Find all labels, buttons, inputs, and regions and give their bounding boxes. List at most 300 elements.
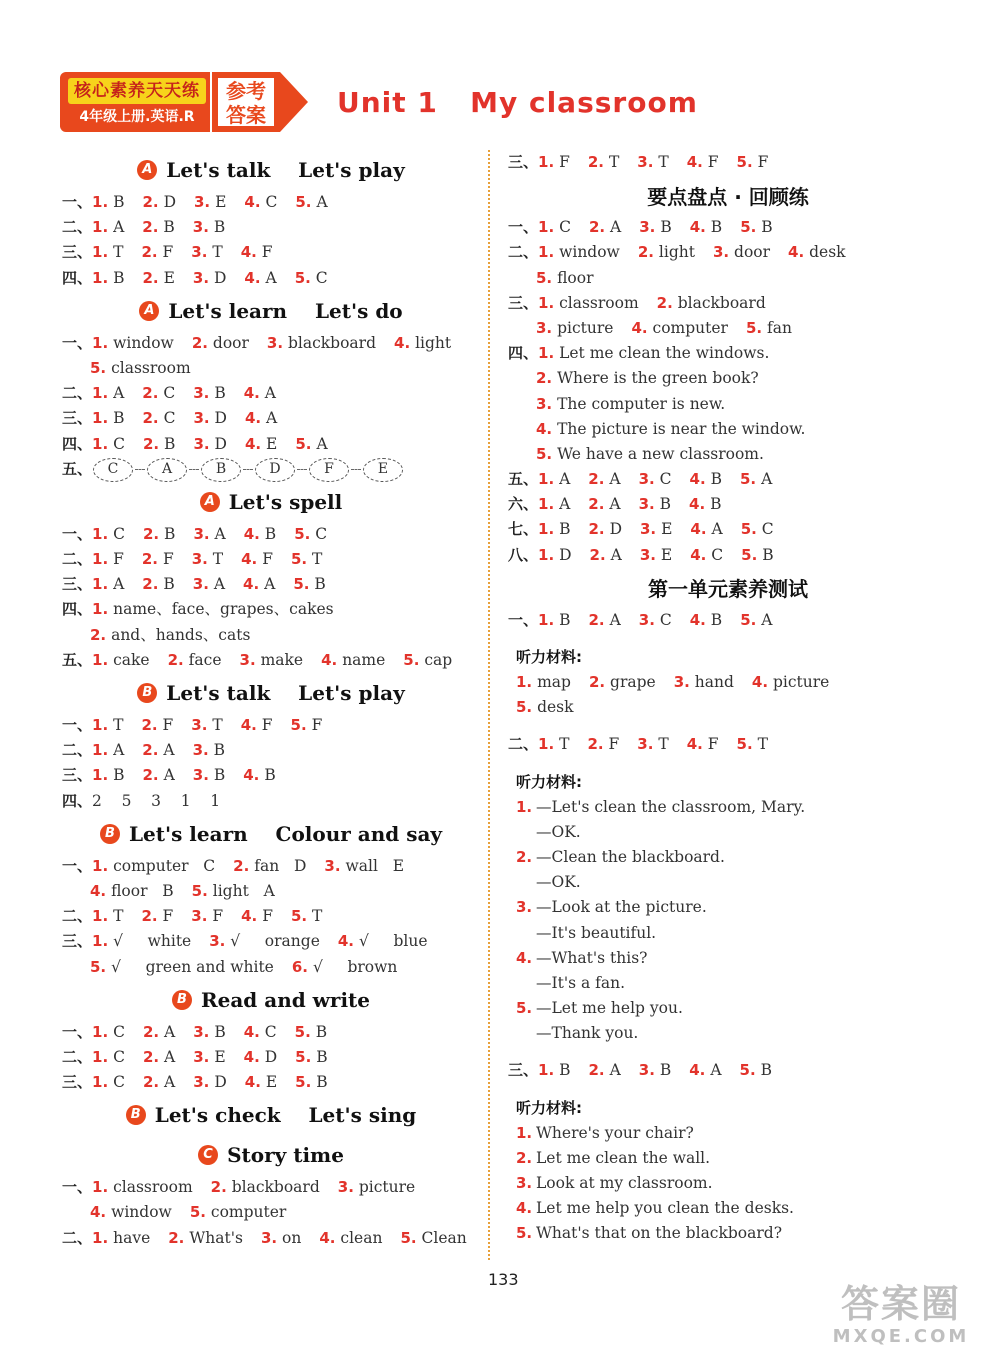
answer-item bbox=[690, 546, 723, 564]
item-answer: B bbox=[164, 524, 176, 543]
item-number: 1. bbox=[92, 409, 109, 428]
answer-row bbox=[508, 467, 948, 492]
answer-item bbox=[142, 269, 174, 287]
item-answer: C bbox=[315, 524, 328, 543]
answer-item bbox=[193, 269, 227, 287]
item-answer: wall E bbox=[345, 856, 405, 875]
answer-group bbox=[62, 1226, 480, 1251]
item-answer: √ white bbox=[113, 932, 192, 951]
item-number: 3. bbox=[639, 545, 656, 564]
answer-item bbox=[244, 1023, 277, 1041]
item-number: 3. bbox=[640, 520, 657, 539]
answer-item bbox=[244, 384, 276, 402]
item-number: 5. bbox=[290, 550, 308, 569]
item-number: 4. bbox=[244, 268, 261, 287]
item-answer: T bbox=[113, 243, 124, 262]
item-answer: B bbox=[660, 218, 672, 237]
item-number: 1. bbox=[538, 470, 555, 489]
answer-item bbox=[516, 698, 574, 716]
answer-item bbox=[324, 857, 404, 875]
item-answer: computer C bbox=[113, 856, 216, 875]
item-number: 5. bbox=[741, 545, 758, 564]
part-badge-icon: B bbox=[137, 683, 157, 703]
item-number: 5. bbox=[294, 1022, 311, 1041]
item-answer: B bbox=[163, 218, 175, 237]
answer-item bbox=[241, 243, 273, 261]
answer-item bbox=[168, 1229, 243, 1247]
answer-item bbox=[243, 575, 275, 593]
answer-item bbox=[394, 334, 451, 352]
answer-item bbox=[588, 1061, 620, 1079]
answer-item bbox=[746, 319, 792, 337]
answer-row bbox=[62, 1175, 480, 1200]
answer-row bbox=[508, 732, 948, 757]
item-answer: desk bbox=[809, 243, 846, 262]
answer-item bbox=[321, 651, 385, 669]
item-number: 2. bbox=[142, 524, 160, 543]
answer-item bbox=[295, 1073, 327, 1091]
answer-group bbox=[508, 240, 948, 265]
item-answer: hand bbox=[694, 673, 734, 691]
answer-row bbox=[62, 879, 480, 904]
item-answer: B bbox=[113, 193, 125, 211]
answer-item bbox=[142, 193, 176, 211]
banner-arrow-icon bbox=[280, 72, 308, 132]
item-answer: window bbox=[559, 243, 620, 262]
answer-row bbox=[508, 341, 948, 366]
answer-row bbox=[508, 695, 948, 720]
item-number: 1. bbox=[538, 243, 555, 262]
answer-group bbox=[508, 215, 948, 240]
section-heading bbox=[62, 814, 480, 854]
cloud-icon: C bbox=[93, 458, 133, 482]
answer-item bbox=[261, 1229, 301, 1247]
item-number: 3. bbox=[638, 495, 655, 514]
item-answer: blackboard bbox=[231, 1178, 320, 1197]
item-number: 2. bbox=[141, 550, 158, 569]
item-answer: T bbox=[559, 735, 570, 754]
brand-subtitle: 4年级上册.英语.R bbox=[79, 109, 195, 125]
answer-item bbox=[92, 218, 124, 236]
item-number: 3. bbox=[191, 550, 208, 569]
answer-item bbox=[92, 1178, 193, 1196]
item-number: 2. bbox=[141, 907, 158, 926]
item-number: 1. bbox=[538, 153, 555, 171]
item-number: 4. bbox=[90, 1203, 107, 1222]
answer-group bbox=[508, 732, 948, 757]
item-number: 4. bbox=[241, 550, 258, 569]
answer-group bbox=[62, 713, 480, 789]
answer-item bbox=[741, 520, 774, 538]
answer-item bbox=[142, 575, 174, 593]
item-number: 1. bbox=[92, 741, 109, 760]
answer-item bbox=[191, 907, 223, 925]
right-column bbox=[508, 150, 948, 1247]
answer-group bbox=[62, 879, 480, 904]
answer-group bbox=[62, 190, 480, 291]
item-number: 3. bbox=[673, 673, 690, 691]
item-answer: B bbox=[762, 545, 774, 564]
item-answer: classroom bbox=[559, 293, 639, 312]
answer-item bbox=[690, 611, 722, 629]
section-heading bbox=[62, 980, 480, 1020]
answer-row bbox=[508, 392, 948, 417]
item-number: 4. bbox=[751, 673, 769, 691]
answer-item bbox=[142, 766, 174, 784]
item-number: 3. bbox=[191, 716, 208, 734]
answer-item bbox=[92, 384, 124, 402]
item-number: 1. bbox=[538, 610, 555, 629]
question-number: 二、 bbox=[62, 1047, 93, 1066]
answer-row bbox=[62, 406, 480, 431]
line-number: 1. bbox=[516, 797, 533, 816]
answer-row bbox=[508, 517, 948, 542]
section-heading bbox=[62, 673, 480, 713]
item-number: 2. bbox=[168, 1228, 185, 1247]
answer-item bbox=[639, 495, 671, 513]
item-number: 1. bbox=[538, 293, 555, 312]
answer-key-badge bbox=[212, 72, 280, 132]
answer-item bbox=[538, 470, 570, 488]
answer-item bbox=[92, 857, 215, 875]
section-title: Let's learn Let's do bbox=[168, 298, 403, 323]
answer-row bbox=[62, 1200, 480, 1225]
line-number: 1. bbox=[516, 1123, 533, 1142]
answer-item bbox=[142, 409, 175, 427]
answer-row bbox=[62, 457, 480, 482]
connector-dash bbox=[243, 469, 253, 470]
part-badge-icon: B bbox=[126, 1105, 146, 1125]
item-number: 1. bbox=[92, 1178, 109, 1197]
item-number: 2. bbox=[142, 218, 159, 237]
answer-group bbox=[62, 904, 480, 929]
item-answer: E bbox=[660, 545, 673, 564]
question-number: 六、 bbox=[508, 495, 539, 514]
item-answer: B bbox=[659, 1061, 672, 1080]
item-number: 5. bbox=[736, 735, 753, 754]
answer-item bbox=[538, 218, 571, 236]
item-number: 4. bbox=[243, 524, 260, 543]
cloud-icon: F bbox=[309, 458, 349, 482]
answer-item bbox=[92, 932, 191, 950]
answer-item bbox=[192, 882, 275, 900]
answer-row bbox=[508, 543, 948, 568]
answer-item bbox=[589, 218, 621, 236]
item-number: 4. bbox=[689, 470, 706, 489]
item-number: 3. bbox=[639, 218, 656, 237]
item-number: 1. bbox=[92, 600, 109, 619]
answer-row bbox=[508, 608, 948, 633]
item-answer: B bbox=[710, 495, 722, 514]
item-answer: C bbox=[711, 545, 724, 564]
answer-item bbox=[294, 525, 327, 543]
item-answer: Let me clean the windows. bbox=[559, 344, 770, 363]
item-answer: blackboard bbox=[287, 333, 377, 352]
item-answer: B bbox=[163, 575, 175, 594]
answer-row bbox=[508, 417, 948, 442]
answer-row bbox=[508, 316, 948, 341]
item-number: 2. bbox=[588, 218, 606, 237]
line-text: Where's your chair? bbox=[536, 1123, 694, 1142]
item-answer: B bbox=[559, 1061, 571, 1080]
item-number: 3. bbox=[191, 243, 208, 262]
item-answer: A bbox=[113, 218, 125, 237]
answer-row bbox=[508, 492, 948, 517]
item-answer: T bbox=[212, 550, 224, 569]
answer-item bbox=[640, 520, 672, 538]
item-number: 3. bbox=[712, 243, 730, 262]
answer-row bbox=[508, 240, 948, 265]
item-number: 1. bbox=[92, 193, 109, 211]
answer-item bbox=[737, 735, 768, 753]
answer-item bbox=[538, 294, 639, 312]
dialogue-line bbox=[508, 870, 948, 895]
item-number: 5. bbox=[745, 318, 763, 337]
answer-group bbox=[508, 670, 948, 695]
part-badge-icon: A bbox=[137, 160, 157, 180]
dialogue-line bbox=[508, 1171, 948, 1196]
answer-group bbox=[508, 266, 948, 291]
question-number: 二、 bbox=[62, 218, 93, 237]
answer-key-line2: 答案 bbox=[226, 103, 266, 127]
answer-group bbox=[62, 356, 480, 381]
answer-group bbox=[62, 1200, 480, 1225]
answer-item bbox=[92, 741, 124, 759]
item-answer: A bbox=[113, 384, 125, 403]
line-text: —What's this? bbox=[536, 948, 648, 967]
cloud-icon: A bbox=[147, 458, 187, 482]
item-answer: computer bbox=[652, 318, 728, 337]
answer-item bbox=[536, 319, 613, 337]
item-number: 3. bbox=[536, 394, 553, 413]
question-number: 五、 bbox=[62, 459, 93, 478]
item-answer: clean bbox=[340, 1228, 383, 1247]
answer-item bbox=[244, 269, 276, 287]
line-text: —Look at the picture. bbox=[536, 898, 707, 917]
item-answer: B bbox=[164, 434, 176, 453]
answer-item bbox=[193, 435, 227, 453]
item-answer: √ brown bbox=[312, 957, 398, 976]
brand-banner bbox=[60, 72, 210, 132]
item-answer: A bbox=[213, 575, 226, 594]
section-heading bbox=[62, 1135, 480, 1175]
answer-item bbox=[143, 435, 175, 453]
line-number: 4. bbox=[516, 1199, 533, 1218]
item-number: 2. bbox=[588, 520, 605, 539]
item-number: 2. bbox=[90, 625, 107, 644]
dialogue-line bbox=[508, 1196, 948, 1221]
item-number: 2. bbox=[142, 1047, 160, 1066]
item-number: 1. bbox=[516, 673, 533, 691]
line-number: 2. bbox=[516, 1148, 533, 1167]
item-number: 4. bbox=[690, 545, 707, 564]
item-number: 1. bbox=[92, 384, 109, 403]
item-answer: C bbox=[113, 1047, 125, 1066]
item-answer: D bbox=[264, 1047, 278, 1066]
question-number: 一、 bbox=[62, 193, 93, 211]
item-number: 4. bbox=[686, 153, 703, 171]
answer-item bbox=[92, 1073, 125, 1091]
section-title: Story time bbox=[227, 1143, 344, 1168]
answer-item bbox=[536, 269, 594, 287]
item-number: 1. bbox=[92, 524, 109, 543]
answer-item bbox=[243, 766, 275, 784]
question-number: 三、 bbox=[62, 1073, 93, 1092]
dialogue-line bbox=[508, 895, 948, 920]
line-text: Let me help you clean the desks. bbox=[536, 1199, 794, 1218]
item-number: 3. bbox=[324, 856, 341, 875]
answer-row bbox=[62, 623, 480, 648]
item-number: 4. bbox=[244, 434, 262, 453]
item-number: 1. bbox=[92, 575, 109, 594]
item-answer: floor bbox=[557, 268, 594, 287]
item-answer: A bbox=[264, 575, 276, 594]
item-number: 3. bbox=[637, 153, 654, 171]
item-answer: T bbox=[212, 716, 223, 734]
unit-title: Unit 1 My classroom bbox=[337, 86, 698, 119]
answer-row bbox=[62, 331, 480, 356]
answer-row bbox=[508, 266, 948, 291]
item-answer: A bbox=[559, 495, 571, 514]
answer-key-line1: 参考 bbox=[226, 79, 266, 103]
item-number: 3. bbox=[193, 1073, 210, 1092]
answer-group bbox=[508, 341, 948, 366]
answer-row bbox=[62, 381, 480, 406]
item-number: 3. bbox=[266, 333, 284, 352]
item-answer: T bbox=[608, 153, 620, 171]
question-number: 二、 bbox=[62, 741, 93, 760]
item-answer: A bbox=[610, 545, 622, 564]
item-answer: F bbox=[261, 243, 273, 262]
item-number: 1. bbox=[92, 333, 109, 352]
answer-item bbox=[639, 1061, 671, 1079]
answer-item bbox=[538, 153, 570, 171]
answer-item bbox=[141, 716, 173, 734]
item-answer: picture bbox=[358, 1178, 416, 1197]
answer-item bbox=[240, 651, 304, 669]
item-number: 5. bbox=[740, 470, 757, 489]
answer-item bbox=[143, 1048, 175, 1066]
answer-item bbox=[92, 525, 125, 543]
item-answer: A bbox=[609, 470, 621, 489]
item-number: 5. bbox=[189, 1203, 206, 1222]
section-title: Let's talk Let's play bbox=[166, 158, 405, 182]
answer-row bbox=[62, 1020, 480, 1045]
connector-dash bbox=[135, 469, 145, 470]
answer-item bbox=[245, 409, 277, 427]
answer-item bbox=[538, 1061, 570, 1079]
item-number: 2. bbox=[142, 409, 159, 428]
item-answer: computer bbox=[210, 1203, 287, 1222]
item-number: 3. bbox=[193, 1022, 210, 1041]
item-number: 5. bbox=[295, 1073, 312, 1092]
item-answer: E bbox=[214, 1047, 226, 1066]
item-answer: B bbox=[316, 1047, 328, 1066]
answer-row bbox=[508, 150, 948, 175]
dialogue-line bbox=[508, 795, 948, 820]
watermark-text: 答案圈 bbox=[840, 1282, 961, 1326]
answer-item bbox=[211, 1178, 320, 1196]
item-answer: A bbox=[316, 434, 328, 453]
item-answer: F bbox=[212, 907, 224, 926]
answer-item bbox=[538, 243, 620, 261]
item-number: 3. bbox=[337, 1178, 354, 1197]
item-answer: F bbox=[113, 550, 124, 569]
answer-item bbox=[740, 218, 772, 236]
answer-item bbox=[190, 1203, 287, 1221]
answer-item bbox=[192, 334, 249, 352]
item-answer: F bbox=[261, 716, 273, 734]
answer-item bbox=[244, 525, 276, 543]
answer-item bbox=[92, 243, 123, 261]
item-answer: C bbox=[265, 193, 278, 211]
answer-item bbox=[143, 1073, 175, 1091]
item-answer: grape bbox=[610, 673, 656, 691]
item-number: 1. bbox=[92, 1047, 109, 1066]
item-number: 4. bbox=[689, 218, 706, 237]
item-answer: T bbox=[658, 153, 669, 171]
item-number: 3. bbox=[239, 650, 256, 669]
answer-item bbox=[637, 735, 668, 753]
item-answer: B bbox=[213, 766, 226, 785]
answer-item bbox=[741, 546, 773, 564]
item-answer: window bbox=[111, 1203, 172, 1222]
item-answer: T bbox=[312, 907, 323, 926]
question-number: 三、 bbox=[508, 1061, 539, 1080]
answer-item bbox=[590, 546, 622, 564]
answer-item bbox=[338, 1178, 415, 1196]
item-answer: on bbox=[282, 1228, 302, 1247]
item-answer: name、face、grapes、cakes bbox=[113, 600, 334, 619]
answer-item bbox=[713, 243, 770, 261]
question-number: 三、 bbox=[62, 575, 93, 594]
answer-group bbox=[62, 623, 480, 648]
item-number: 5. bbox=[290, 907, 308, 926]
item-number: 4. bbox=[244, 193, 261, 211]
item-number: 2. bbox=[536, 369, 553, 388]
answer-item bbox=[752, 673, 829, 691]
item-answer: map bbox=[537, 673, 571, 691]
item-answer: fan bbox=[767, 318, 792, 337]
item-answer: B bbox=[213, 218, 226, 237]
answer-row bbox=[62, 1226, 480, 1251]
item-answer: √ blue bbox=[358, 932, 428, 951]
question-number: 一、 bbox=[508, 610, 539, 629]
line-number: 5. bbox=[516, 999, 533, 1018]
item-answer: What's bbox=[189, 1228, 243, 1247]
answer-item bbox=[292, 958, 398, 976]
answer-item bbox=[536, 395, 725, 413]
answer-item bbox=[92, 435, 125, 453]
question-number: 三、 bbox=[62, 243, 93, 262]
item-number: 5. bbox=[294, 524, 311, 543]
item-number: 3. bbox=[192, 766, 209, 785]
item-answer: A bbox=[164, 1047, 176, 1066]
part-badge-icon: A bbox=[200, 492, 220, 512]
answer-item bbox=[92, 1048, 125, 1066]
item-number: 4. bbox=[321, 650, 338, 669]
item-answer: T bbox=[113, 907, 124, 926]
answer-item bbox=[92, 907, 123, 925]
answer-row bbox=[62, 929, 480, 954]
answer-row bbox=[508, 366, 948, 391]
item-answer: E bbox=[661, 520, 673, 539]
item-answer: D bbox=[213, 268, 227, 287]
answer-item bbox=[638, 243, 695, 261]
item-answer: We have a new classroom. bbox=[557, 444, 764, 463]
answer-item bbox=[740, 470, 772, 488]
item-answer: E bbox=[266, 434, 278, 453]
